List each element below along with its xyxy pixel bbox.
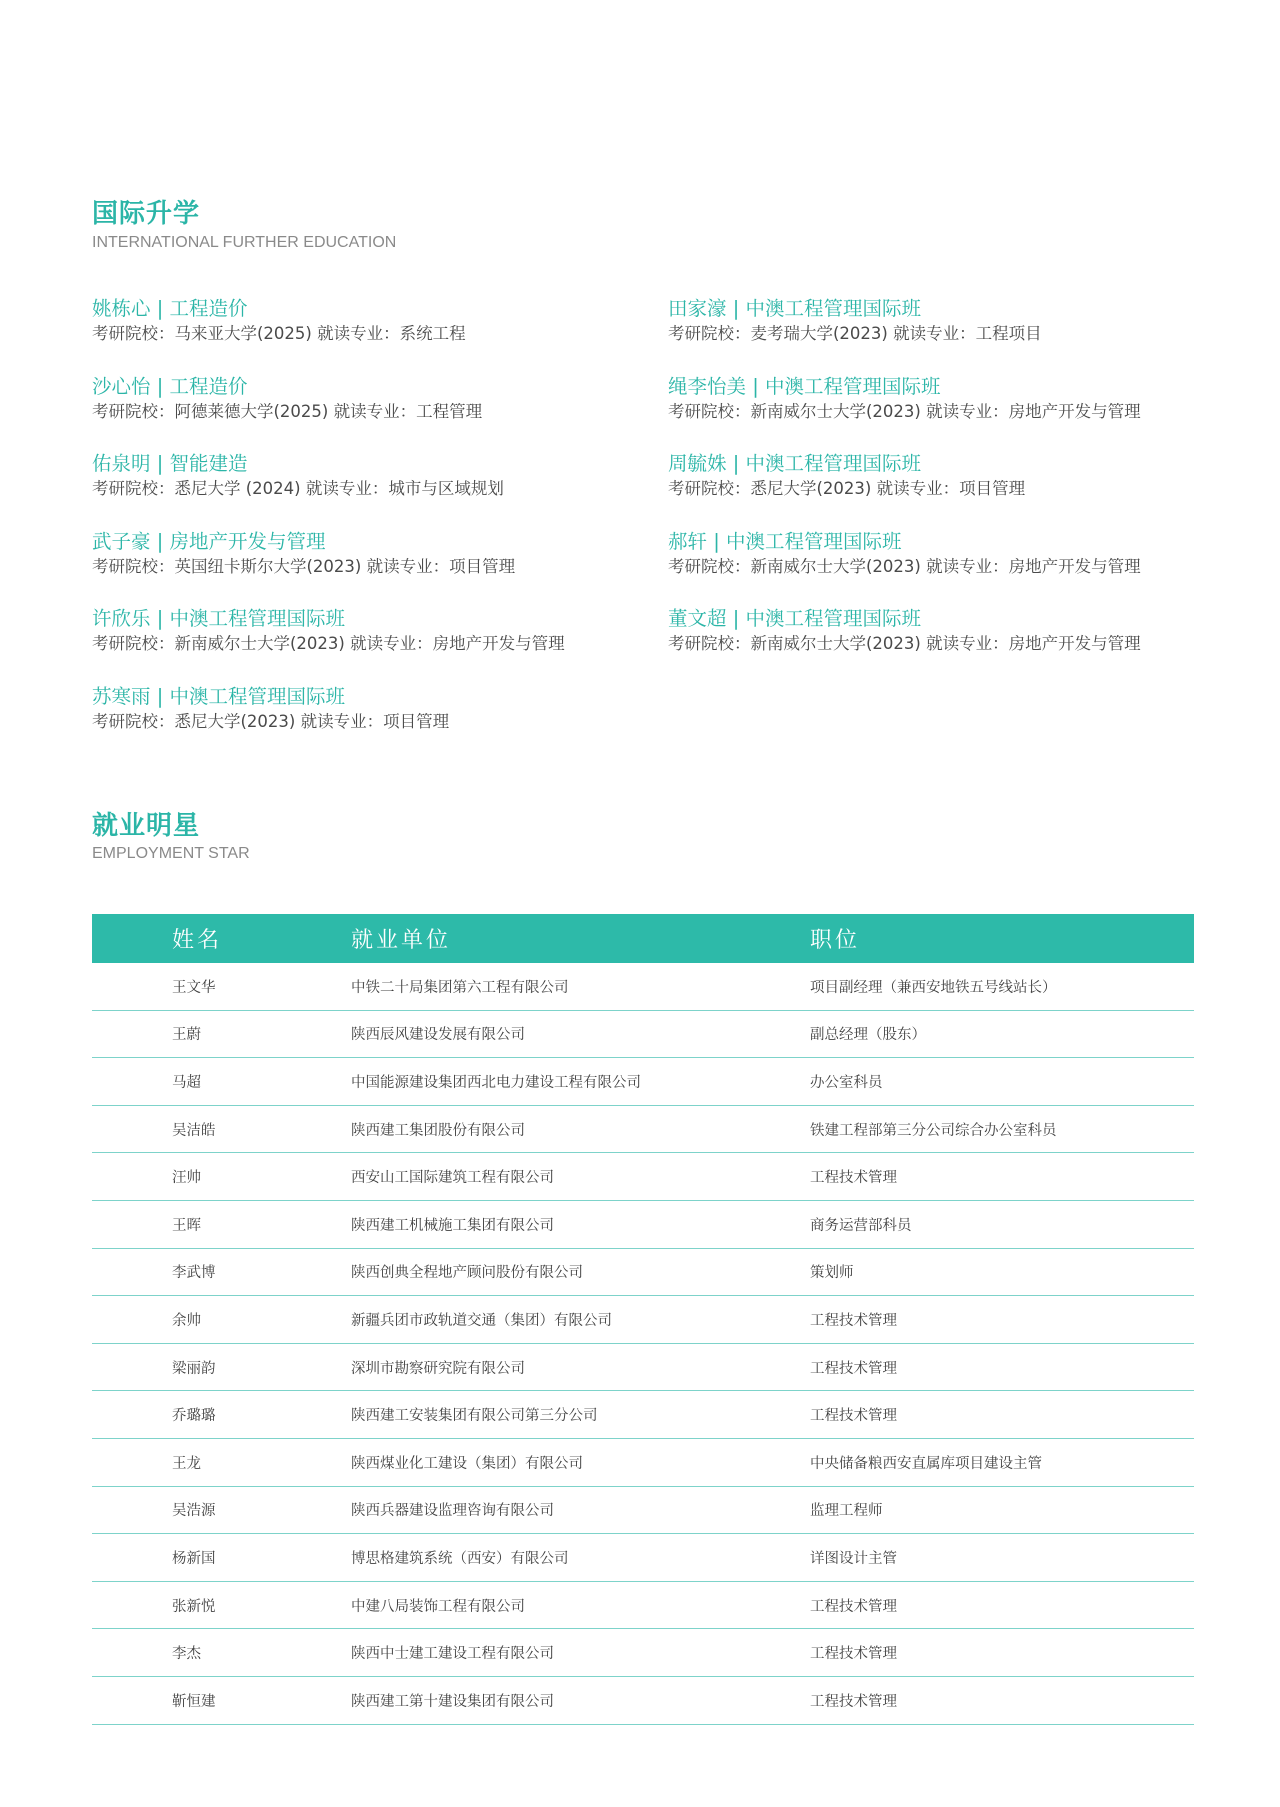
student-detail: 考研院校：麦考瑞大学(2023) 就读专业：工程项目 xyxy=(668,324,1042,343)
student-name: 武子豪 | 房地产开发与管理 xyxy=(92,529,326,553)
student-detail: 考研院校：新南威尔士大学(2023) 就读专业：房地产开发与管理 xyxy=(92,634,565,654)
cell-name: 李杰 xyxy=(92,1629,351,1677)
cell-name: 余帅 xyxy=(92,1296,351,1344)
header-position: 职位 xyxy=(810,914,1194,963)
cell-position: 策划师 xyxy=(810,1248,1194,1296)
header-name: 姓名 xyxy=(92,914,351,963)
cell-position: 工程技术管理 xyxy=(810,1391,1194,1439)
student-entry xyxy=(92,451,668,529)
cell-position: 工程技术管理 xyxy=(810,1296,1194,1344)
student-entry xyxy=(668,529,1188,607)
cell-employer: 西安山工国际建筑工程有限公司 xyxy=(351,1153,810,1201)
cell-employer: 陕西建工机械施工集团有限公司 xyxy=(351,1200,810,1248)
cell-name: 王蔚 xyxy=(92,1010,351,1058)
header-employer: 就业单位 xyxy=(351,914,810,963)
student-name: 许欣乐 | 中澳工程管理国际班 xyxy=(92,607,345,631)
cell-name: 吴浩源 xyxy=(92,1486,351,1534)
student-name: 沙心怡 | 工程造价 xyxy=(92,374,248,398)
employment-table-header xyxy=(92,914,1194,963)
student-entry xyxy=(92,296,668,374)
cell-employer: 中铁二十局集团第六工程有限公司 xyxy=(351,963,810,1010)
student-entry xyxy=(668,296,1188,374)
cell-employer: 陕西兵器建设监理咨询有限公司 xyxy=(351,1486,810,1534)
student-entry xyxy=(92,529,668,607)
cell-employer: 中国能源建设集团西北电力建设工程有限公司 xyxy=(351,1058,810,1106)
table-row xyxy=(92,1248,1194,1296)
employment-star-title: 就业明星 xyxy=(92,811,201,841)
cell-employer: 新疆兵团市政轨道交通（集团）有限公司 xyxy=(351,1296,810,1344)
cell-position: 工程技术管理 xyxy=(810,1676,1194,1724)
student-name: 苏寒雨 | 中澳工程管理国际班 xyxy=(92,684,345,708)
cell-employer: 陕西煤业化工建设（集团）有限公司 xyxy=(351,1438,810,1486)
table-row xyxy=(92,1010,1194,1058)
table-row xyxy=(92,1486,1194,1534)
student-detail: 考研院校：阿德莱德大学(2025) 就读专业：工程管理 xyxy=(92,401,483,421)
table-row xyxy=(92,1153,1194,1201)
cell-name: 马超 xyxy=(92,1058,351,1106)
table-row xyxy=(92,1438,1194,1486)
table-row xyxy=(92,1200,1194,1248)
table-row xyxy=(92,1534,1194,1582)
student-name: 董文超 | 中澳工程管理国际班 xyxy=(668,607,921,631)
cell-position: 详图设计主管 xyxy=(810,1534,1194,1582)
cell-employer: 深圳市勘察研究院有限公司 xyxy=(351,1343,810,1391)
student-detail: 考研院校：新南威尔士大学(2023) 就读专业：房地产开发与管理 xyxy=(668,401,1141,421)
table-row xyxy=(92,1105,1194,1153)
cell-name: 王晖 xyxy=(92,1200,351,1248)
cell-position: 铁建工程部第三分公司综合办公室科员 xyxy=(810,1105,1194,1153)
cell-name: 梁丽韵 xyxy=(92,1343,351,1391)
table-row xyxy=(92,1343,1194,1391)
cell-employer: 陕西辰风建设发展有限公司 xyxy=(351,1010,810,1058)
student-detail: 考研院校：悉尼大学(2023) 就读专业：项目管理 xyxy=(668,479,1026,499)
student-entry xyxy=(668,451,1188,529)
student-detail: 考研院校：马来亚大学(2025) 就读专业：系统工程 xyxy=(92,324,466,343)
cell-position: 工程技术管理 xyxy=(810,1629,1194,1677)
cell-name: 乔璐璐 xyxy=(92,1391,351,1439)
table-row xyxy=(92,1296,1194,1344)
student-name: 周毓姝 | 中澳工程管理国际班 xyxy=(668,452,921,476)
table-row xyxy=(92,1581,1194,1629)
student-entry xyxy=(92,684,668,762)
student-detail: 考研院校：悉尼大学 (2024) 就读专业：城市与区域规划 xyxy=(92,479,504,499)
student-detail: 考研院校：新南威尔士大学(2023) 就读专业：房地产开发与管理 xyxy=(668,556,1141,576)
cell-employer: 中建八局装饰工程有限公司 xyxy=(351,1581,810,1629)
student-name: 田家濠 | 中澳工程管理国际班 xyxy=(668,297,921,320)
table-row xyxy=(92,1676,1194,1724)
cell-position: 商务运营部科员 xyxy=(810,1200,1194,1248)
table-row xyxy=(92,1629,1194,1677)
student-entry xyxy=(668,374,1188,452)
cell-employer: 陕西创典全程地产顾问股份有限公司 xyxy=(351,1248,810,1296)
cell-name: 王龙 xyxy=(92,1438,351,1486)
student-name: 郝轩 | 中澳工程管理国际班 xyxy=(668,529,902,553)
employment-table xyxy=(92,914,1194,1725)
table-row xyxy=(92,963,1194,1010)
cell-employer: 陕西建工集团股份有限公司 xyxy=(351,1105,810,1153)
cell-name: 王文华 xyxy=(92,963,351,1010)
student-detail: 考研院校：新南威尔士大学(2023) 就读专业：房地产开发与管理 xyxy=(668,634,1141,654)
cell-name: 李武博 xyxy=(92,1248,351,1296)
cell-employer: 陕西建工安装集团有限公司第三分公司 xyxy=(351,1391,810,1439)
student-entry xyxy=(92,374,668,452)
cell-position: 工程技术管理 xyxy=(810,1581,1194,1629)
cell-position: 项目副经理（兼西安地铁五号线站长） xyxy=(810,963,1194,1010)
cell-position: 工程技术管理 xyxy=(810,1153,1194,1201)
student-entry xyxy=(668,606,1188,684)
cell-position: 工程技术管理 xyxy=(810,1343,1194,1391)
student-detail: 考研院校：悉尼大学(2023) 就读专业：项目管理 xyxy=(92,711,450,731)
cell-employer: 陕西中士建工建设工程有限公司 xyxy=(351,1629,810,1677)
cell-position: 中央储备粮西安直属库项目建设主管 xyxy=(810,1438,1194,1486)
cell-name: 吴洁皓 xyxy=(92,1105,351,1153)
cell-position: 副总经理（股东） xyxy=(810,1010,1194,1058)
student-name: 绳李怡美 | 中澳工程管理国际班 xyxy=(668,374,941,398)
cell-employer: 陕西建工第十建设集团有限公司 xyxy=(351,1676,810,1724)
student-detail: 考研院校：英国纽卡斯尔大学(2023) 就读专业：项目管理 xyxy=(92,556,516,576)
cell-name: 张新悦 xyxy=(92,1581,351,1629)
employment-star-subtitle: EMPLOYMENT STAR xyxy=(92,845,250,862)
cell-name: 杨新国 xyxy=(92,1534,351,1582)
cell-name: 靳恒建 xyxy=(92,1676,351,1724)
cell-name: 汪帅 xyxy=(92,1153,351,1201)
further-education-title: 国际升学 xyxy=(92,199,201,229)
further-education-subtitle: INTERNATIONAL FURTHER EDUCATION xyxy=(92,234,397,251)
table-row xyxy=(92,1391,1194,1439)
students-grid xyxy=(92,296,1192,762)
table-row xyxy=(92,1058,1194,1106)
cell-employer: 博思格建筑系统（西安）有限公司 xyxy=(351,1534,810,1582)
cell-position: 办公室科员 xyxy=(810,1058,1194,1106)
student-name: 佑泉明 | 智能建造 xyxy=(92,452,248,476)
student-name: 姚栋心 | 工程造价 xyxy=(92,297,248,320)
cell-position: 监理工程师 xyxy=(810,1486,1194,1534)
student-entry xyxy=(92,606,668,684)
